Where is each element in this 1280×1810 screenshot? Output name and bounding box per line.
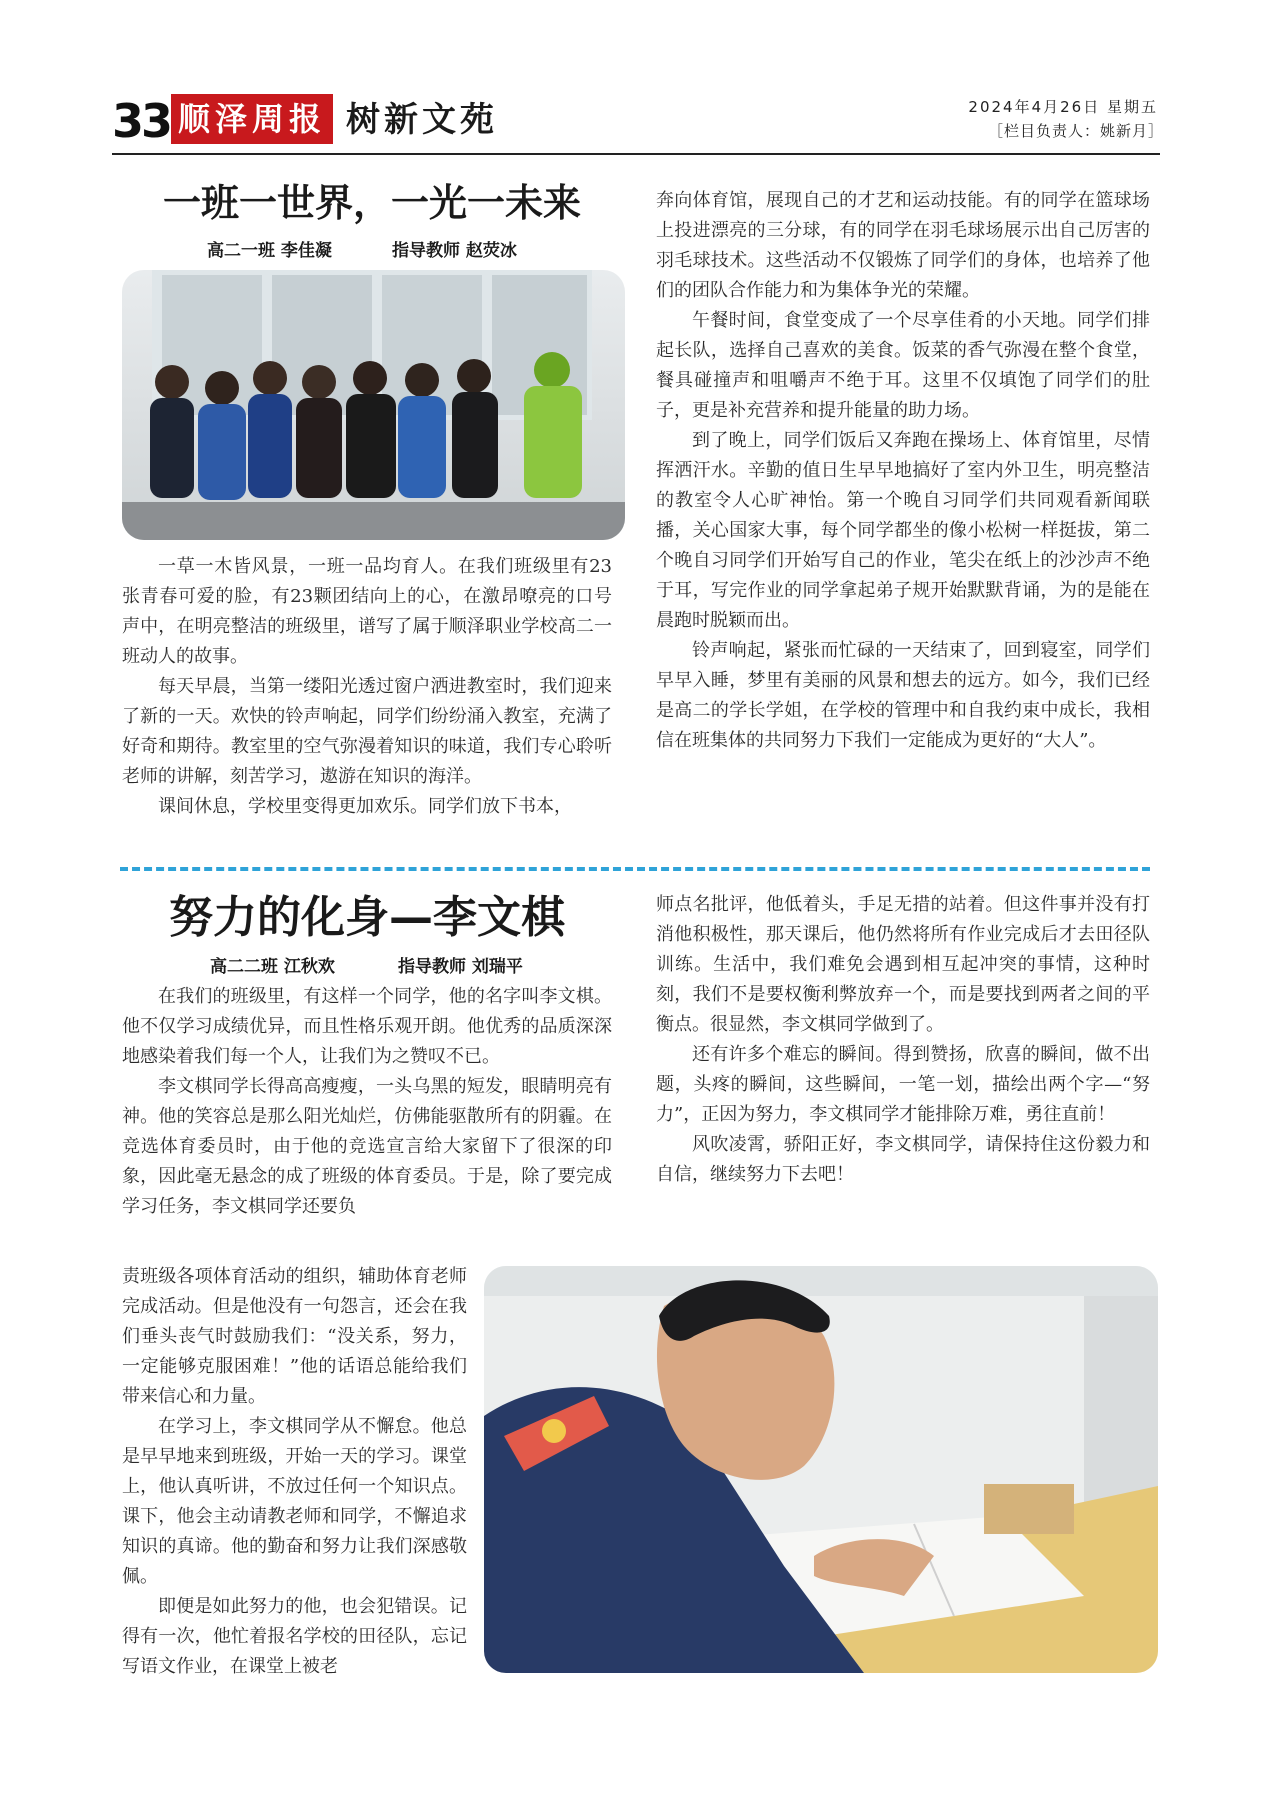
page-number: 33 bbox=[112, 94, 171, 148]
group-photo-icon bbox=[122, 270, 625, 540]
article-divider bbox=[120, 867, 1150, 871]
newspaper-masthead: 顺泽周报 bbox=[171, 94, 333, 144]
student-reading-photo bbox=[484, 1266, 1158, 1673]
article2-paragraph: 责班级各项体育活动的组织，辅助体育老师完成活动。但是他没有一句怨言，还会在我们垂头丧气时鼓励我们：“没关系，努力，一定能够克服困难！”他的话语总能给我们带来信心和力量。 bbox=[122, 1266, 467, 1407]
article1-advisor: 指导教师 赵荧冰 bbox=[392, 241, 517, 261]
student-reading-photo-icon bbox=[484, 1266, 1158, 1673]
group-photo bbox=[122, 270, 625, 540]
article2-lower-left-column bbox=[122, 1262, 467, 1682]
article1-paragraph: 铃声响起，紧张而忙碌的一天结束了，回到寝室，同学们早早入睡，梦里有美丽的风景和想去的远方。如今，我们已经是高二的学长学姐，在学校的管理中和自我约束中成长，我相信在班集体的共同努力下我们一定能成为更好的“大人”。 bbox=[656, 640, 1150, 751]
article2-right-column bbox=[656, 890, 1150, 1190]
article1-paragraph: 一草一木皆风景，一班一品均育人。在我们班级里有23张青春可爱的脸，有23颗团结向上的心，在激昂嘹亮的口号声中，在明亮整洁的班级里，谱写了属于顺泽职业学校高二一班动人的故事。 bbox=[122, 556, 612, 667]
article2-paragraph: 风吹凌霄，骄阳正好，李文棋同学，请保持住这份毅力和自信，继续努力下去吧！ bbox=[656, 1134, 1150, 1185]
column-editor: ［栏目负责人：姚新月］ bbox=[987, 122, 1164, 140]
issue-date: 2024年4月26日 星期五 bbox=[968, 98, 1158, 116]
article1-paragraph: 到了晚上，同学们饭后又奔跑在操场上、体育馆里，尽情挥洒汗水。辛勤的值日生早早地搞好了室内外卫生，明亮整洁的教室令人心旷神怡。第一个晚自习同学们共同观看新闻联播，关心国家大事，每个同学都坐的像小松树一样挺拔，第二个晚自习同学们开始写自己的作业，笔尖在纸上的沙沙声不绝于耳，写完作业的同学拿起弟子规开始默默背诵，为的是能在晨跑时脱颖而出。 bbox=[656, 430, 1150, 631]
article2-advisor: 指导教师 刘瑞平 bbox=[398, 957, 523, 977]
article2-left-column bbox=[122, 982, 612, 1222]
article1-title: 一班一世界，一光一未来 bbox=[162, 181, 581, 225]
section-title: 树新文苑 bbox=[346, 100, 498, 140]
header-rule bbox=[112, 153, 1160, 155]
article2-paragraph: 师点名批评，他低着头，手足无措的站着。但这件事并没有打消他积极性，那天课后，他仍然将所有作业完成后才去田径队训练。生活中，我们难免会遇到相互起冲突的事情，这种时刻，我们不是要权衡利弊放弃一个，而是要找到两者之间的平衡点。很显然，李文棋同学做到了。 bbox=[656, 894, 1150, 1035]
article1-paragraph: 午餐时间，食堂变成了一个尽享佳肴的小天地。同学们排起长队，选择自己喜欢的美食。饭菜的香气弥漫在整个食堂，餐具碰撞声和咀嚼声不绝于耳。这里不仅填饱了同学们的肚子，更是补充营养和提升能量的助力场。 bbox=[656, 310, 1150, 421]
article1-paragraph: 奔向体育馆，展现自己的才艺和运动技能。有的同学在篮球场上投进漂亮的三分球，有的同学在羽毛球场展示出自己厉害的羽毛球技术。这些活动不仅锻炼了同学们的身体，也培养了他们的团队合作能力和为集体争光的荣耀。 bbox=[656, 190, 1150, 301]
article1-paragraph: 每天早晨，当第一缕阳光透过窗户洒进教室时，我们迎来了新的一天。欢快的铃声响起，同学们纷纷涌入教室，充满了好奇和期待。教室里的空气弥漫着知识的味道，我们专心聆听老师的讲解，刻苦学习，遨游在知识的海洋。 bbox=[122, 676, 612, 787]
article2-paragraph: 还有许多个难忘的瞬间。得到赞扬，欣喜的瞬间，做不出题，头疼的瞬间，这些瞬间，一笔一划，描绘出两个字—“努力”，正因为努力，李文棋同学才能排除万难，勇往直前！ bbox=[656, 1044, 1150, 1125]
article2-title: 努力的化身—李文棋 bbox=[169, 892, 565, 943]
article1-paragraph: 课间休息，学校里变得更加欢乐。同学们放下书本， bbox=[158, 796, 572, 817]
article2-author: 高二二班 江秋欢 bbox=[210, 957, 335, 977]
article2-paragraph: 即便是如此努力的他，也会犯错误。记得有一次，他忙着报名学校的田径队，忘记写语文作业，在课堂上被老 bbox=[122, 1596, 467, 1677]
article2-paragraph: 李文棋同学长得高高瘦瘦，一头乌黑的短发，眼睛明亮有神。他的笑容总是那么阳光灿烂，仿佛能驱散所有的阴霾。在竞选体育委员时，由于他的竞选宣言给大家留下了很深的印象，因此毫无悬念的成了班级的体育委员。于是，除了要完成学习任务，李文棋同学还要负 bbox=[122, 1076, 612, 1217]
article1-left-column bbox=[122, 552, 612, 822]
article2-paragraph: 在我们的班级里，有这样一个同学，他的名字叫李文棋。他不仅学习成绩优异，而且性格乐观开朗。他优秀的品质深深地感染着我们每一个人，让我们为之赞叹不已。 bbox=[122, 986, 612, 1067]
article2-paragraph: 在学习上，李文棋同学从不懈怠。他总是早早地来到班级，开始一天的学习。课堂上，他认真听讲，不放过任何一个知识点。课下，他会主动请教老师和同学，不懈追求知识的真谛。他的勤奋和努力让我们深感敬佩。 bbox=[122, 1416, 467, 1587]
article1-author: 高二一班 李佳凝 bbox=[207, 241, 332, 261]
article1-right-column bbox=[656, 186, 1150, 756]
